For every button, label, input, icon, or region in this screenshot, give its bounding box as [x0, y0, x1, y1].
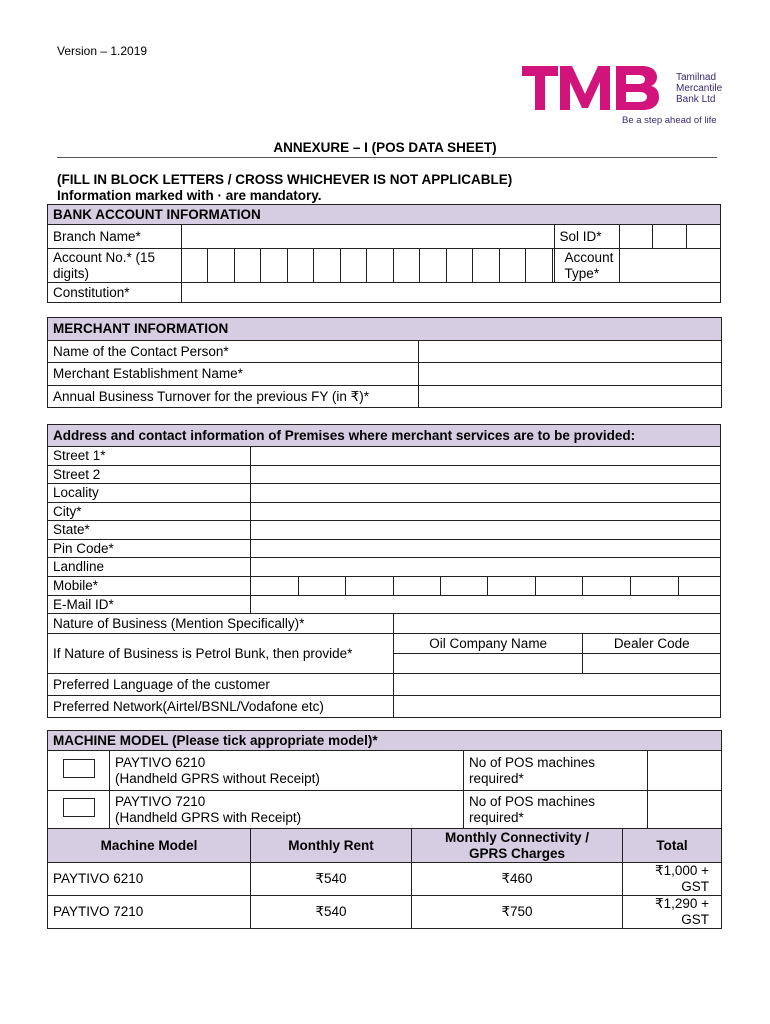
constitution-label: Constitution*	[48, 283, 182, 303]
row-total: ₹1,000 + GST	[623, 863, 722, 896]
contact-person-label: Name of the Contact Person*	[48, 341, 419, 363]
preferred-language-field[interactable]	[393, 674, 720, 696]
turnover-label: Annual Business Turnover for the previous FY (in ₹)*	[48, 386, 419, 408]
locality-field[interactable]	[250, 484, 720, 503]
bank-tagline: Be a step ahead of life	[622, 115, 717, 126]
account-digit-box[interactable]	[446, 249, 473, 283]
account-no-label: Account No.* (15 digits)	[48, 249, 182, 283]
mobile-digit-box[interactable]	[298, 577, 345, 596]
landline-field[interactable]	[250, 558, 720, 577]
pos-required-label-2: No of POS machines required*	[464, 791, 648, 829]
sol-id-box[interactable]	[687, 225, 721, 249]
mobile-digit-box[interactable]	[536, 577, 583, 596]
establishment-name-field[interactable]	[419, 363, 722, 386]
petrol-bunk-label: If Nature of Business is Petrol Bunk, then provide*	[48, 634, 394, 674]
oil-company-field[interactable]	[393, 654, 583, 674]
tmb-logo	[520, 64, 730, 126]
sol-id-box[interactable]	[619, 225, 653, 249]
mobile-digit-box[interactable]	[393, 577, 440, 596]
locality-label: Locality	[48, 484, 251, 503]
mobile-digit-box[interactable]	[441, 577, 488, 596]
account-digit-box[interactable]	[367, 249, 394, 283]
account-digit-box[interactable]	[393, 249, 420, 283]
row-rent: ₹540	[251, 863, 412, 896]
paytivo-6210-option: PAYTIVO 6210 (Handheld GPRS without Receipt)	[110, 751, 464, 791]
constitution-field[interactable]	[181, 283, 720, 303]
turnover-field[interactable]	[419, 386, 722, 408]
account-digit-box[interactable]	[473, 249, 500, 283]
version-label: Version – 1.2019	[57, 44, 148, 58]
col-machine-model: Machine Model	[48, 829, 251, 863]
instructions: (FILL IN BLOCK LETTERS / CROSS WHICHEVER IS NOT APPLICABLE) Information marked with · are mandatory.	[57, 172, 513, 203]
preferred-language-label: Preferred Language of the customer	[48, 674, 394, 696]
branch-name-field[interactable]	[181, 225, 554, 249]
mobile-digit-box[interactable]	[345, 577, 393, 596]
nature-of-business-label: Nature of Business (Mention Specifically)*	[48, 614, 394, 634]
account-digit-box[interactable]	[499, 249, 526, 283]
dealer-code-label: Dealer Code	[583, 634, 721, 654]
street1-field[interactable]	[250, 447, 720, 466]
landline-label: Landline	[48, 558, 251, 577]
account-type-field[interactable]	[619, 249, 720, 283]
row-total: ₹1,290 + GST	[623, 896, 722, 929]
mobile-digit-box[interactable]	[250, 577, 298, 596]
nature-of-business-field[interactable]	[393, 614, 720, 634]
account-digit-box[interactable]	[234, 249, 261, 283]
paytivo-6210-checkbox-cell	[48, 751, 110, 791]
city-label: City*	[48, 503, 251, 521]
email-label: E-Mail ID*	[48, 596, 251, 614]
paytivo-6210-checkbox[interactable]	[63, 759, 95, 778]
account-digit-box[interactable]	[181, 249, 208, 283]
street2-field[interactable]	[250, 466, 720, 484]
row-model: PAYTIVO 6210	[48, 863, 251, 896]
state-label: State*	[48, 521, 251, 540]
account-digit-box[interactable]	[314, 249, 341, 283]
col-connectivity: Monthly Connectivity / GPRS Charges	[412, 829, 623, 863]
machine-header: MACHINE MODEL (Please tick appropriate model)*	[48, 731, 722, 751]
state-field[interactable]	[250, 521, 720, 540]
col-monthly-rent: Monthly Rent	[251, 829, 412, 863]
sol-id-label: Sol ID*	[554, 225, 619, 249]
pin-code-label: Pin Code*	[48, 540, 251, 558]
preferred-network-label: Preferred Network(Airtel/BSNL/Vodafone etc)	[48, 696, 394, 718]
machine-table	[47, 730, 722, 929]
row-model: PAYTIVO 7210	[48, 896, 251, 929]
account-digit-box[interactable]	[340, 249, 367, 283]
pos-required-field-1[interactable]	[648, 751, 722, 791]
row-connectivity: ₹750	[412, 896, 623, 929]
row-rent: ₹540	[251, 896, 412, 929]
dealer-code-field[interactable]	[583, 654, 721, 674]
bank-account-table	[47, 204, 721, 303]
bank-name: Tamilnad Mercantile Bank Ltd	[676, 72, 723, 105]
merchant-table	[47, 317, 722, 408]
city-field[interactable]	[250, 503, 720, 521]
row-connectivity: ₹460	[412, 863, 623, 896]
account-digit-box[interactable]	[526, 249, 553, 283]
street1-label: Street 1*	[48, 447, 251, 466]
street2-label: Street 2	[48, 466, 251, 484]
branch-name-label: Branch Name*	[48, 225, 182, 249]
preferred-network-field[interactable]	[393, 696, 720, 718]
sol-id-box[interactable]	[653, 225, 687, 249]
mobile-digit-box[interactable]	[488, 577, 536, 596]
bank-account-header: BANK ACCOUNT INFORMATION	[48, 205, 721, 225]
mobile-digit-box[interactable]	[678, 577, 720, 596]
pin-code-field[interactable]	[250, 540, 720, 558]
mobile-digit-box[interactable]	[630, 577, 678, 596]
address-header: Address and contact information of Premises where merchant services are to be provided:	[48, 425, 721, 447]
paytivo-7210-checkbox-cell	[48, 791, 110, 829]
title-divider	[57, 157, 717, 158]
account-digit-box[interactable]	[287, 249, 314, 283]
paytivo-7210-checkbox[interactable]	[63, 798, 95, 817]
pos-required-field-2[interactable]	[648, 791, 722, 829]
account-type-label: Account Type*	[554, 249, 619, 283]
page-title: ANNEXURE – I (POS DATA SHEET)	[273, 140, 497, 155]
paytivo-7210-option: PAYTIVO 7210 (Handheld GPRS with Receipt)	[110, 791, 464, 829]
oil-company-label: Oil Company Name	[393, 634, 583, 654]
table-row	[48, 863, 722, 896]
merchant-header: MERCHANT INFORMATION	[48, 318, 722, 341]
account-digit-box[interactable]	[208, 249, 235, 283]
mobile-digit-box[interactable]	[583, 577, 630, 596]
establishment-name-label: Merchant Establishment Name*	[48, 363, 419, 386]
col-total: Total	[623, 829, 722, 863]
contact-person-field[interactable]	[419, 341, 722, 363]
email-field[interactable]	[250, 596, 720, 614]
account-digit-box[interactable]	[261, 249, 288, 283]
address-table	[47, 424, 721, 718]
mobile-label: Mobile*	[48, 577, 251, 596]
table-row	[48, 896, 722, 929]
account-digit-box[interactable]	[420, 249, 447, 283]
tmb-logo-mark	[520, 64, 670, 114]
pos-required-label-1: No of POS machines required*	[464, 751, 648, 791]
